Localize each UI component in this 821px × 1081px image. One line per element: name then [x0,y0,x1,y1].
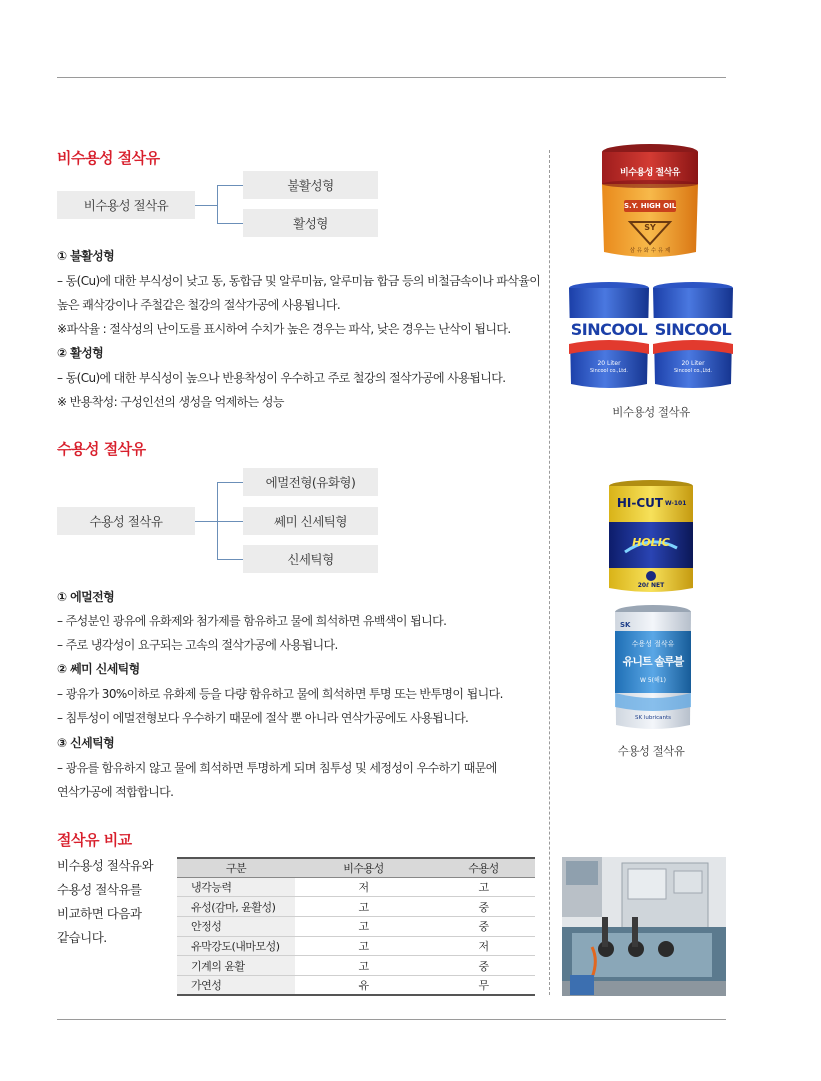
table-row: 가연성 유 무 [177,975,535,995]
tree-branch-active: 활성형 [243,209,378,237]
can4-corp: SK [620,621,631,629]
can3-model: W-101 [665,500,687,507]
table-row: 유성(감마, 윤활성) 고 중 [177,897,535,917]
nonwater-line-6: – 동(Cu)에 대한 부식성이 높으나 반용착성이 우수하고 주로 철강의 절삭가공에 사용됩니다. [57,371,506,385]
can3-net: 20ℓ NET [637,582,665,589]
product-image-sy-high-oil [590,140,710,262]
bottom-rule [57,1019,726,1020]
tree-root-water: 수용성 절삭유 [57,507,195,535]
table-header-row [177,858,535,877]
water-line-3: – 주로 냉각성이 요구되는 고속의 절삭가공에 사용됩니다. [57,638,338,652]
product-image-sincool [563,280,739,392]
can3-mark: HOLIC [632,536,670,549]
can1-label-text: S.Y. HIGH OIL [624,202,676,210]
nonwater-line-3: 높은 쾌삭강이나 주철같은 철강의 절삭가공에 사용됩니다. [57,298,341,312]
top-rule [57,77,726,78]
tree-branch-inactive: 불활성형 [243,171,378,199]
section-title-nonwater: 비수용성 절삭유 [57,149,160,167]
can2b-maker: Sincool co.,Ltd. [674,368,712,374]
nonwater-line-1: ① 불활성형 [57,249,115,263]
water-line-4: ② 쎄미 신세틱형 [57,662,140,676]
can1-bottom-text: 삼 유 화 수 유 제 [629,248,671,254]
can1-band-text: 비수용성 절삭유 [620,168,680,178]
col-header-nonwater: 비수용성 [295,858,432,877]
tree-root-nonwater: 비수용성 절삭유 [57,191,195,219]
can2a-volume: 20 Liter [597,360,621,367]
can2a-brand: SINCOOL [570,320,648,339]
table-row: 유막강도(내마모성) 고 저 [177,936,535,956]
can1-logo-text: SY [644,223,656,232]
comparison-table [177,857,535,996]
can3-brand: HI-CUT [616,496,664,510]
can2b-volume: 20 Liter [681,360,705,367]
nonwater-line-4: ※파삭율 : 절삭성의 난이도를 표시하여 수치가 높은 경우는 파삭, 낮은 경우는 난삭이 됩니다. [57,322,511,336]
col-header-category: 구분 [177,858,295,877]
can2a-maker: Sincool co.,Ltd. [590,368,628,374]
water-line-7: ③ 신세틱형 [57,736,115,750]
can4-brand: 유니트 솔루블 [622,655,684,668]
water-line-5: – 광유가 30%이하로 유화제 등을 다량 함유하고 물에 희석하면 투명 또는 반투명이 됩니다. [57,687,503,701]
tree-branch-synthetic: 신세틱형 [243,545,378,573]
water-line-1: ① 에멀전형 [57,590,115,604]
table-row: 안정성 고 중 [177,916,535,936]
product-image-hi-cut [605,478,697,596]
can4-band: 수용성 절삭유 [631,640,675,648]
compare-description: 비수용성 절삭유와 수용성 절삭유를 비교하면 다음과 같습니다. [57,858,154,945]
col-header-water: 수용성 [432,858,535,877]
water-line-2: – 주성분인 광유에 유화제와 첨가제를 함유하고 물에 희석하면 유백색이 됩니다. [57,614,447,628]
can4-footer: SK lubricants [634,715,672,721]
tree-branch-semisynthetic: 쎄미 신세틱형 [243,507,378,535]
water-line-9: 연삭가공에 적합합니다. [57,785,174,799]
water-line-8: – 광유를 함유하지 않고 물에 희석하면 투명하게 되며 침투성 및 세정성이 우수하기 때문에 [57,761,497,775]
nonwater-line-2: – 동(Cu)에 대한 부식성이 낮고 동, 동합금 및 알루미늄, 알루미늄 합금 등의 비철금속이나 파삭율이 [57,274,541,288]
section-title-compare: 절삭유 비교 [57,831,132,849]
caption-nonwater: 비수용성 절삭유 [612,405,690,419]
table-row: 냉각능력 저 고 [177,877,535,897]
machine-photo [562,857,726,996]
table-row: 기계의 윤활 고 중 [177,956,535,976]
tree-branch-emulsion: 에멀전형(유화형) [243,468,378,496]
can4-code: W 5(해1) [640,677,666,684]
can2b-brand: SINCOOL [654,320,732,339]
water-line-6: – 침투성이 에멀젼형보다 우수하기 때문에 절삭 뿐 아니라 연삭가공에도 사용됩니다. [57,711,469,725]
nonwater-line-7: ※ 반용착성: 구성인선의 생성을 억제하는 성능 [57,395,284,409]
caption-water: 수용성 절삭유 [617,744,685,758]
section-title-water: 수용성 절삭유 [57,440,146,458]
product-image-sk-soluble [610,603,696,733]
column-divider [549,150,550,995]
nonwater-line-5: ② 활성형 [57,346,104,360]
